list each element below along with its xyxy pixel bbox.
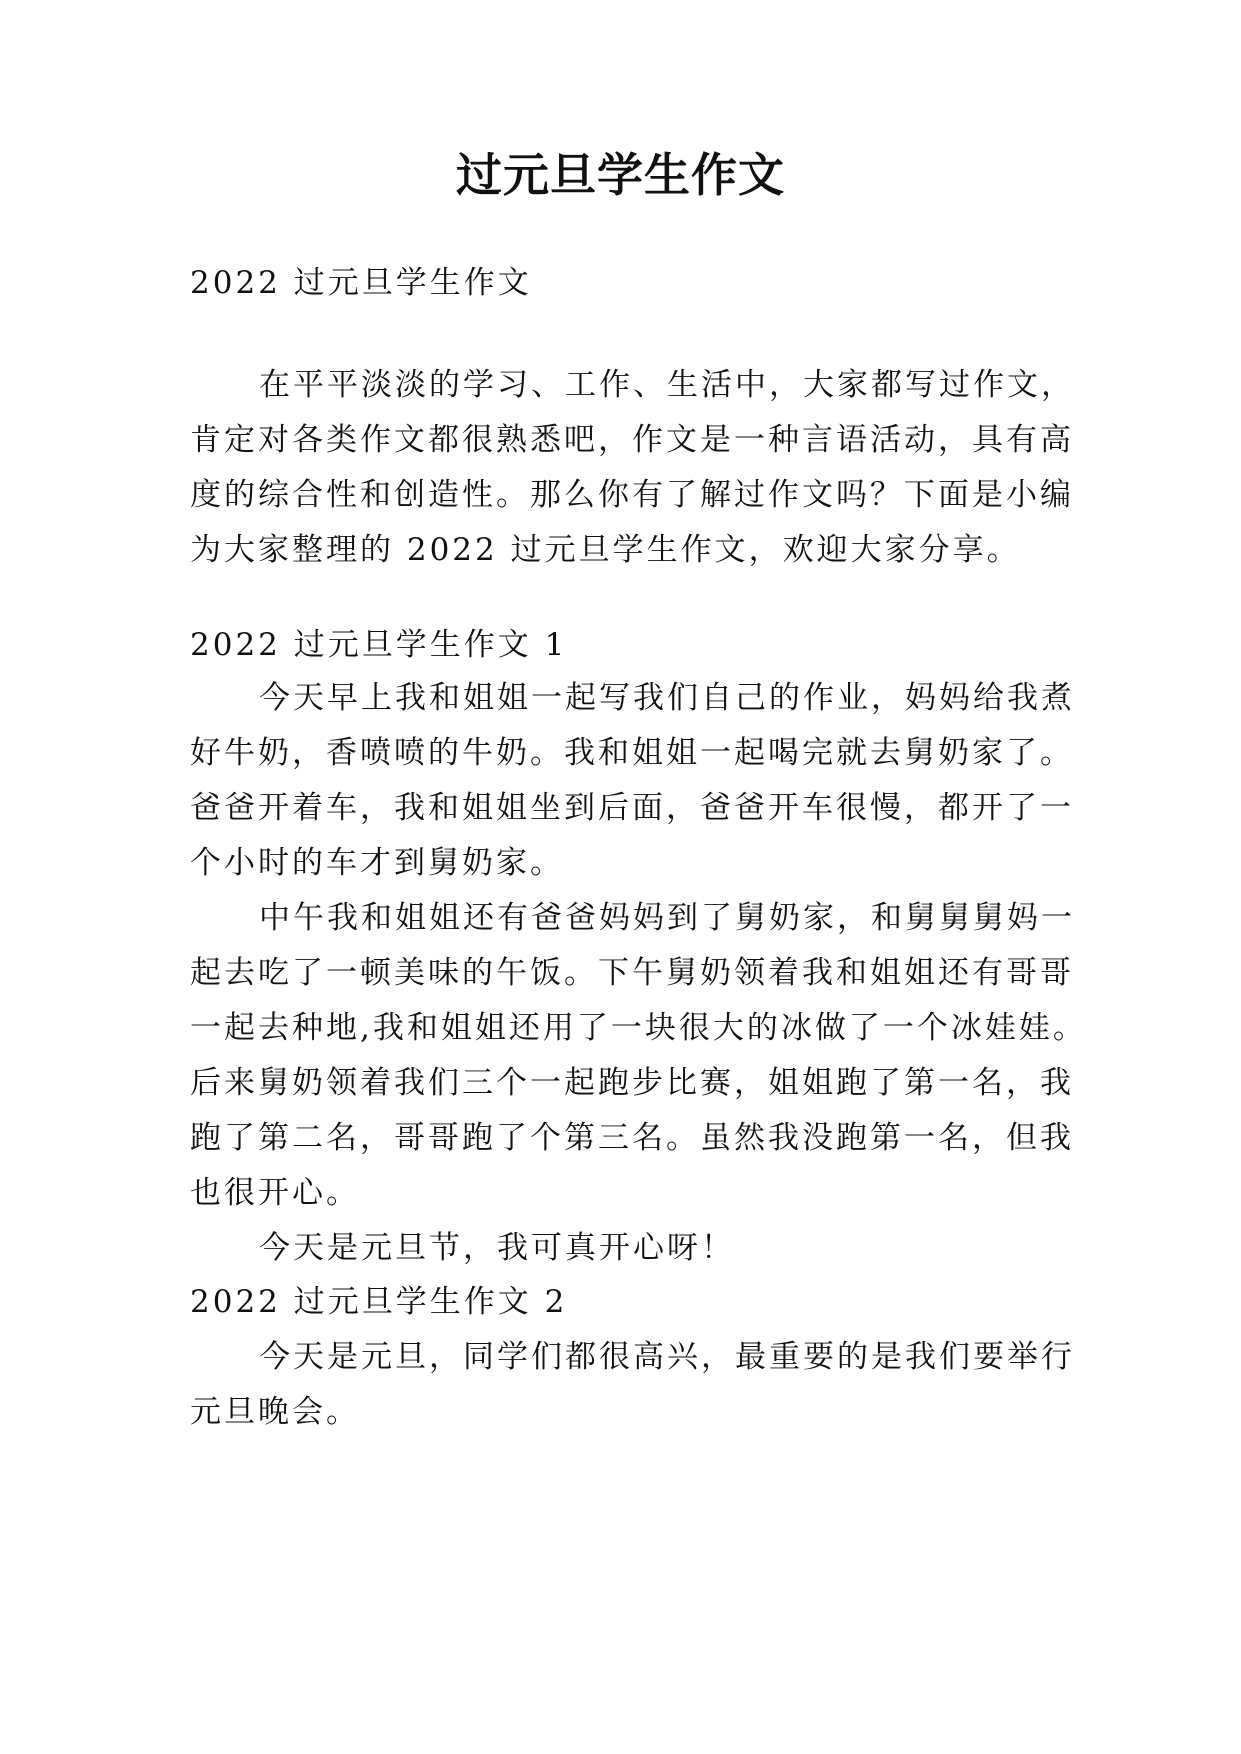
essay1-line: 好牛奶，香喷喷的牛奶。我和姐姐一起喝完就去舅奶家了。: [190, 735, 1074, 771]
essay2-line: 今天是元旦，同学们都很高兴，最重要的是我们要举行: [259, 1339, 1075, 1375]
essay1-line: 爸爸开着车，我和姐姐坐到后面，爸爸开车很慢，都开了一: [190, 790, 1074, 826]
essay1-line: 后来舅奶领着我们三个一起跑步比赛，姐姐跑了第一名，我: [190, 1065, 1074, 1101]
essay1-line: 也很开心。: [190, 1175, 360, 1211]
essay1-line: 起去吃了一顿美味的午饭。下午舅奶领着我和姐姐还有哥哥: [190, 955, 1074, 991]
essay1-line: 中午我和姐姐还有爸爸妈妈到了舅奶家，和舅舅舅妈一: [259, 900, 1075, 936]
essay1-line: 一起去种地,我和姐姐还用了一块很大的冰做了一个冰娃娃。: [190, 1010, 1087, 1046]
essay2-heading: 2022 过元旦学生作文 2: [190, 1284, 568, 1320]
intro-line: 在平平淡淡的学习、工作、生活中，大家都写过作文，: [259, 367, 1075, 403]
intro-line: 度的综合性和创造性。那么你有了解过作文吗？下面是小编: [190, 477, 1074, 513]
essay1-line: 个小时的车才到舅奶家。: [190, 845, 564, 881]
essay1-line: 今天早上我和姐姐一起写我们自己的作业，妈妈给我煮: [259, 680, 1075, 716]
essay1-heading: 2022 过元旦学生作文 1: [190, 627, 568, 663]
intro-line: 为大家整理的 2022 过元旦学生作文，欢迎大家分享。: [190, 532, 1021, 568]
essay1-line: 今天是元旦节，我可真开心呀！: [259, 1230, 735, 1266]
document-title: 过元旦学生作文: [456, 148, 785, 202]
essay1-line: 跑了第二名，哥哥跑了个第三名。虽然我没跑第一名，但我: [190, 1120, 1074, 1156]
essay2-line: 元旦晚会。: [190, 1394, 360, 1430]
intro-line: 肯定对各类作文都很熟悉吧，作文是一种言语活动，具有高: [190, 422, 1074, 458]
document-subtitle: 2022 过元旦学生作文: [190, 265, 532, 301]
